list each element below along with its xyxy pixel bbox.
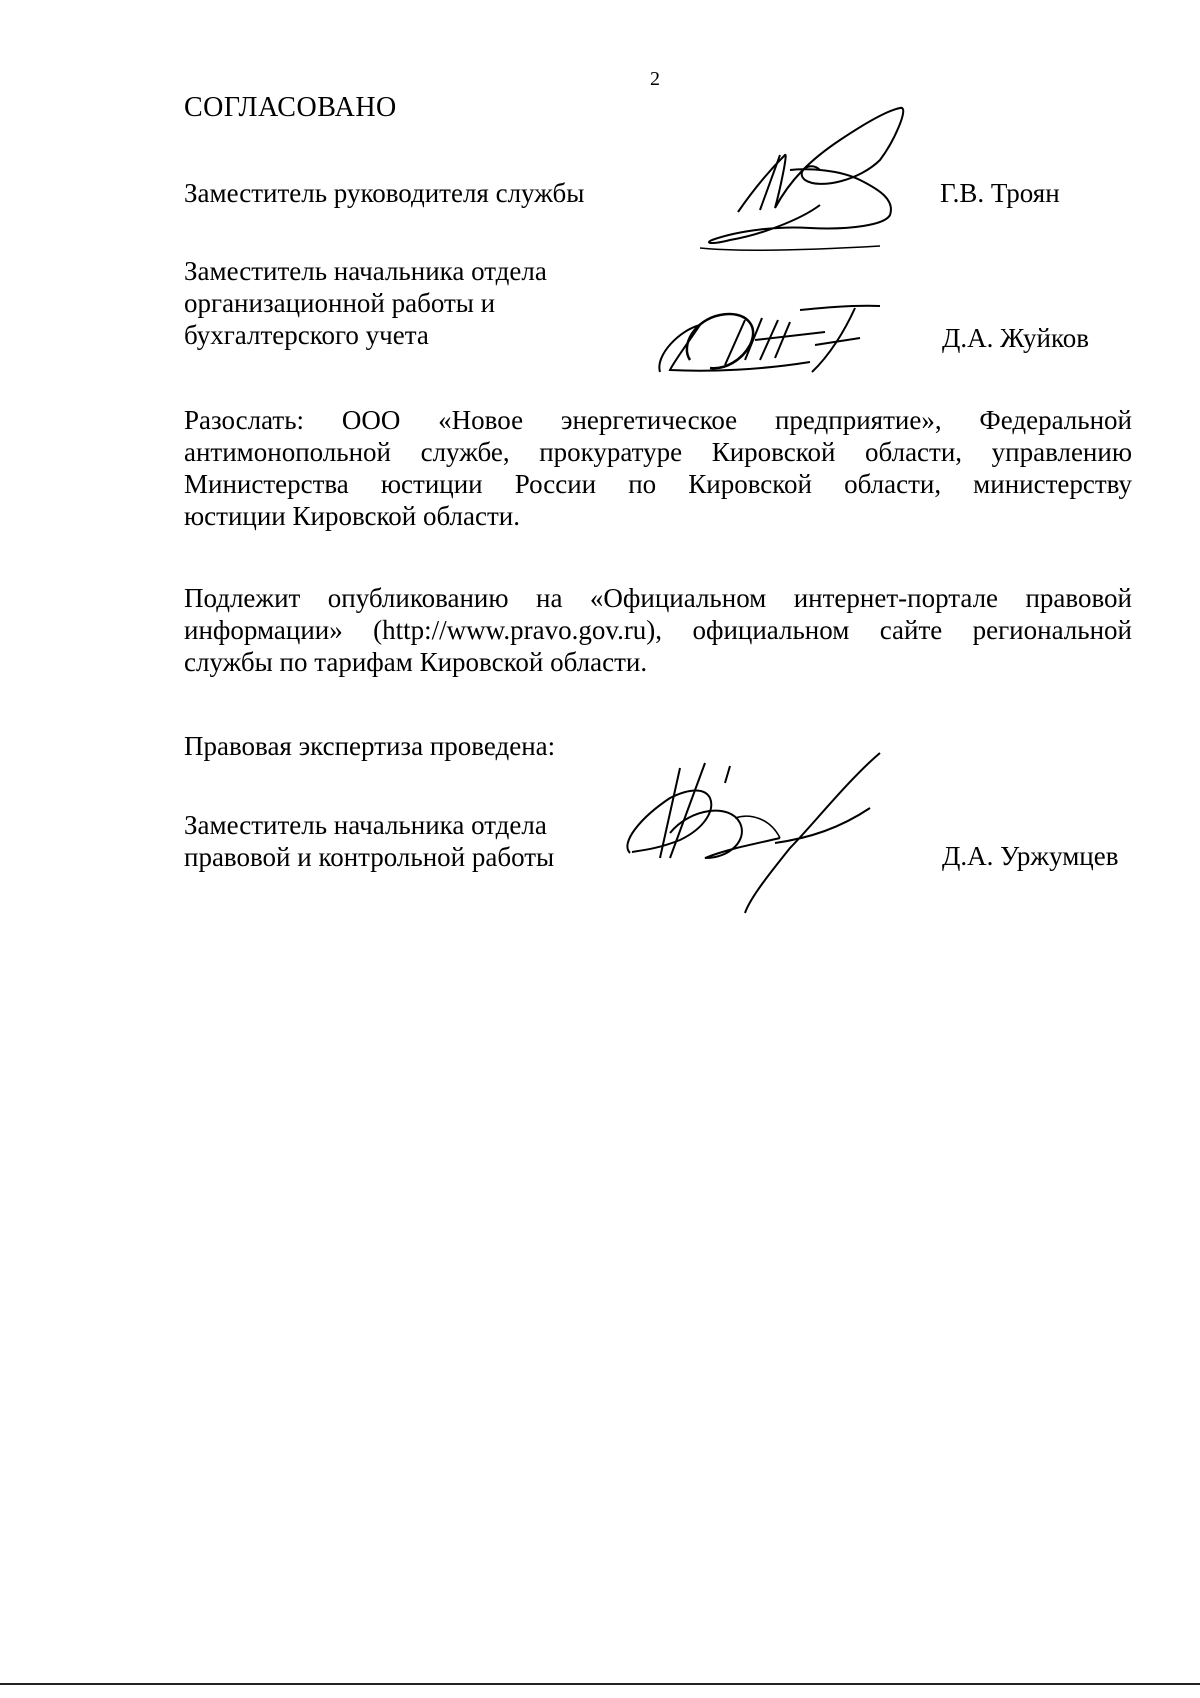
publication-line: информации» (http://www.pravo.gov.ru), официальном сайте региональной <box>184 615 1132 645</box>
signer-1-name: Г.В. Троян <box>940 178 1060 208</box>
signer-2-position-line: бухгалтерского учета <box>184 320 429 350</box>
legal-review-name: Д.А. Уржумцев <box>942 841 1119 871</box>
signer-2-position-line: организационной работы и <box>184 288 496 318</box>
distribution-line: Разослать: ООО «Новое энергетическое предприятие», Федеральной <box>184 405 1132 435</box>
legal-review-signature-image <box>610 748 900 918</box>
distribution-line: Министерства юстиции России по Кировской области, министерству <box>184 469 1132 499</box>
signer-1-position-line: Заместитель руководителя службы <box>184 178 585 208</box>
legal-review-position <box>184 809 554 873</box>
approval-heading: СОГЛАСОВАНО <box>184 92 397 123</box>
publication-line: службы по тарифам Кировской области. <box>184 647 648 677</box>
distribution-line: юстиции Кировской области. <box>184 501 520 531</box>
distribution-line: антимонопольной службе, прокуратуре Кировской области, управлению <box>184 437 1132 467</box>
bottom-divider <box>0 1683 1200 1685</box>
publication-line: Подлежит опубликованию на «Официальном интернет-портале правовой <box>184 583 1132 613</box>
legal-review-position-line: Заместитель начальника отдела <box>184 810 547 840</box>
signer-2-position <box>184 255 547 351</box>
legal-review-position-line: правовой и контрольной работы <box>184 842 555 872</box>
signer-1-position <box>184 177 584 209</box>
publication-paragraph <box>184 582 1132 678</box>
distribution-paragraph <box>184 404 1132 532</box>
signer-1-signature-image <box>700 100 940 260</box>
signer-2-name: Д.А. Жуйков <box>942 323 1089 353</box>
signer-2-position-line: Заместитель начальника отдела <box>184 256 547 286</box>
signer-2-signature-image <box>650 300 900 390</box>
legal-review-title: Правовая экспертиза проведена: <box>184 731 556 761</box>
page-number: 2 <box>650 68 660 90</box>
